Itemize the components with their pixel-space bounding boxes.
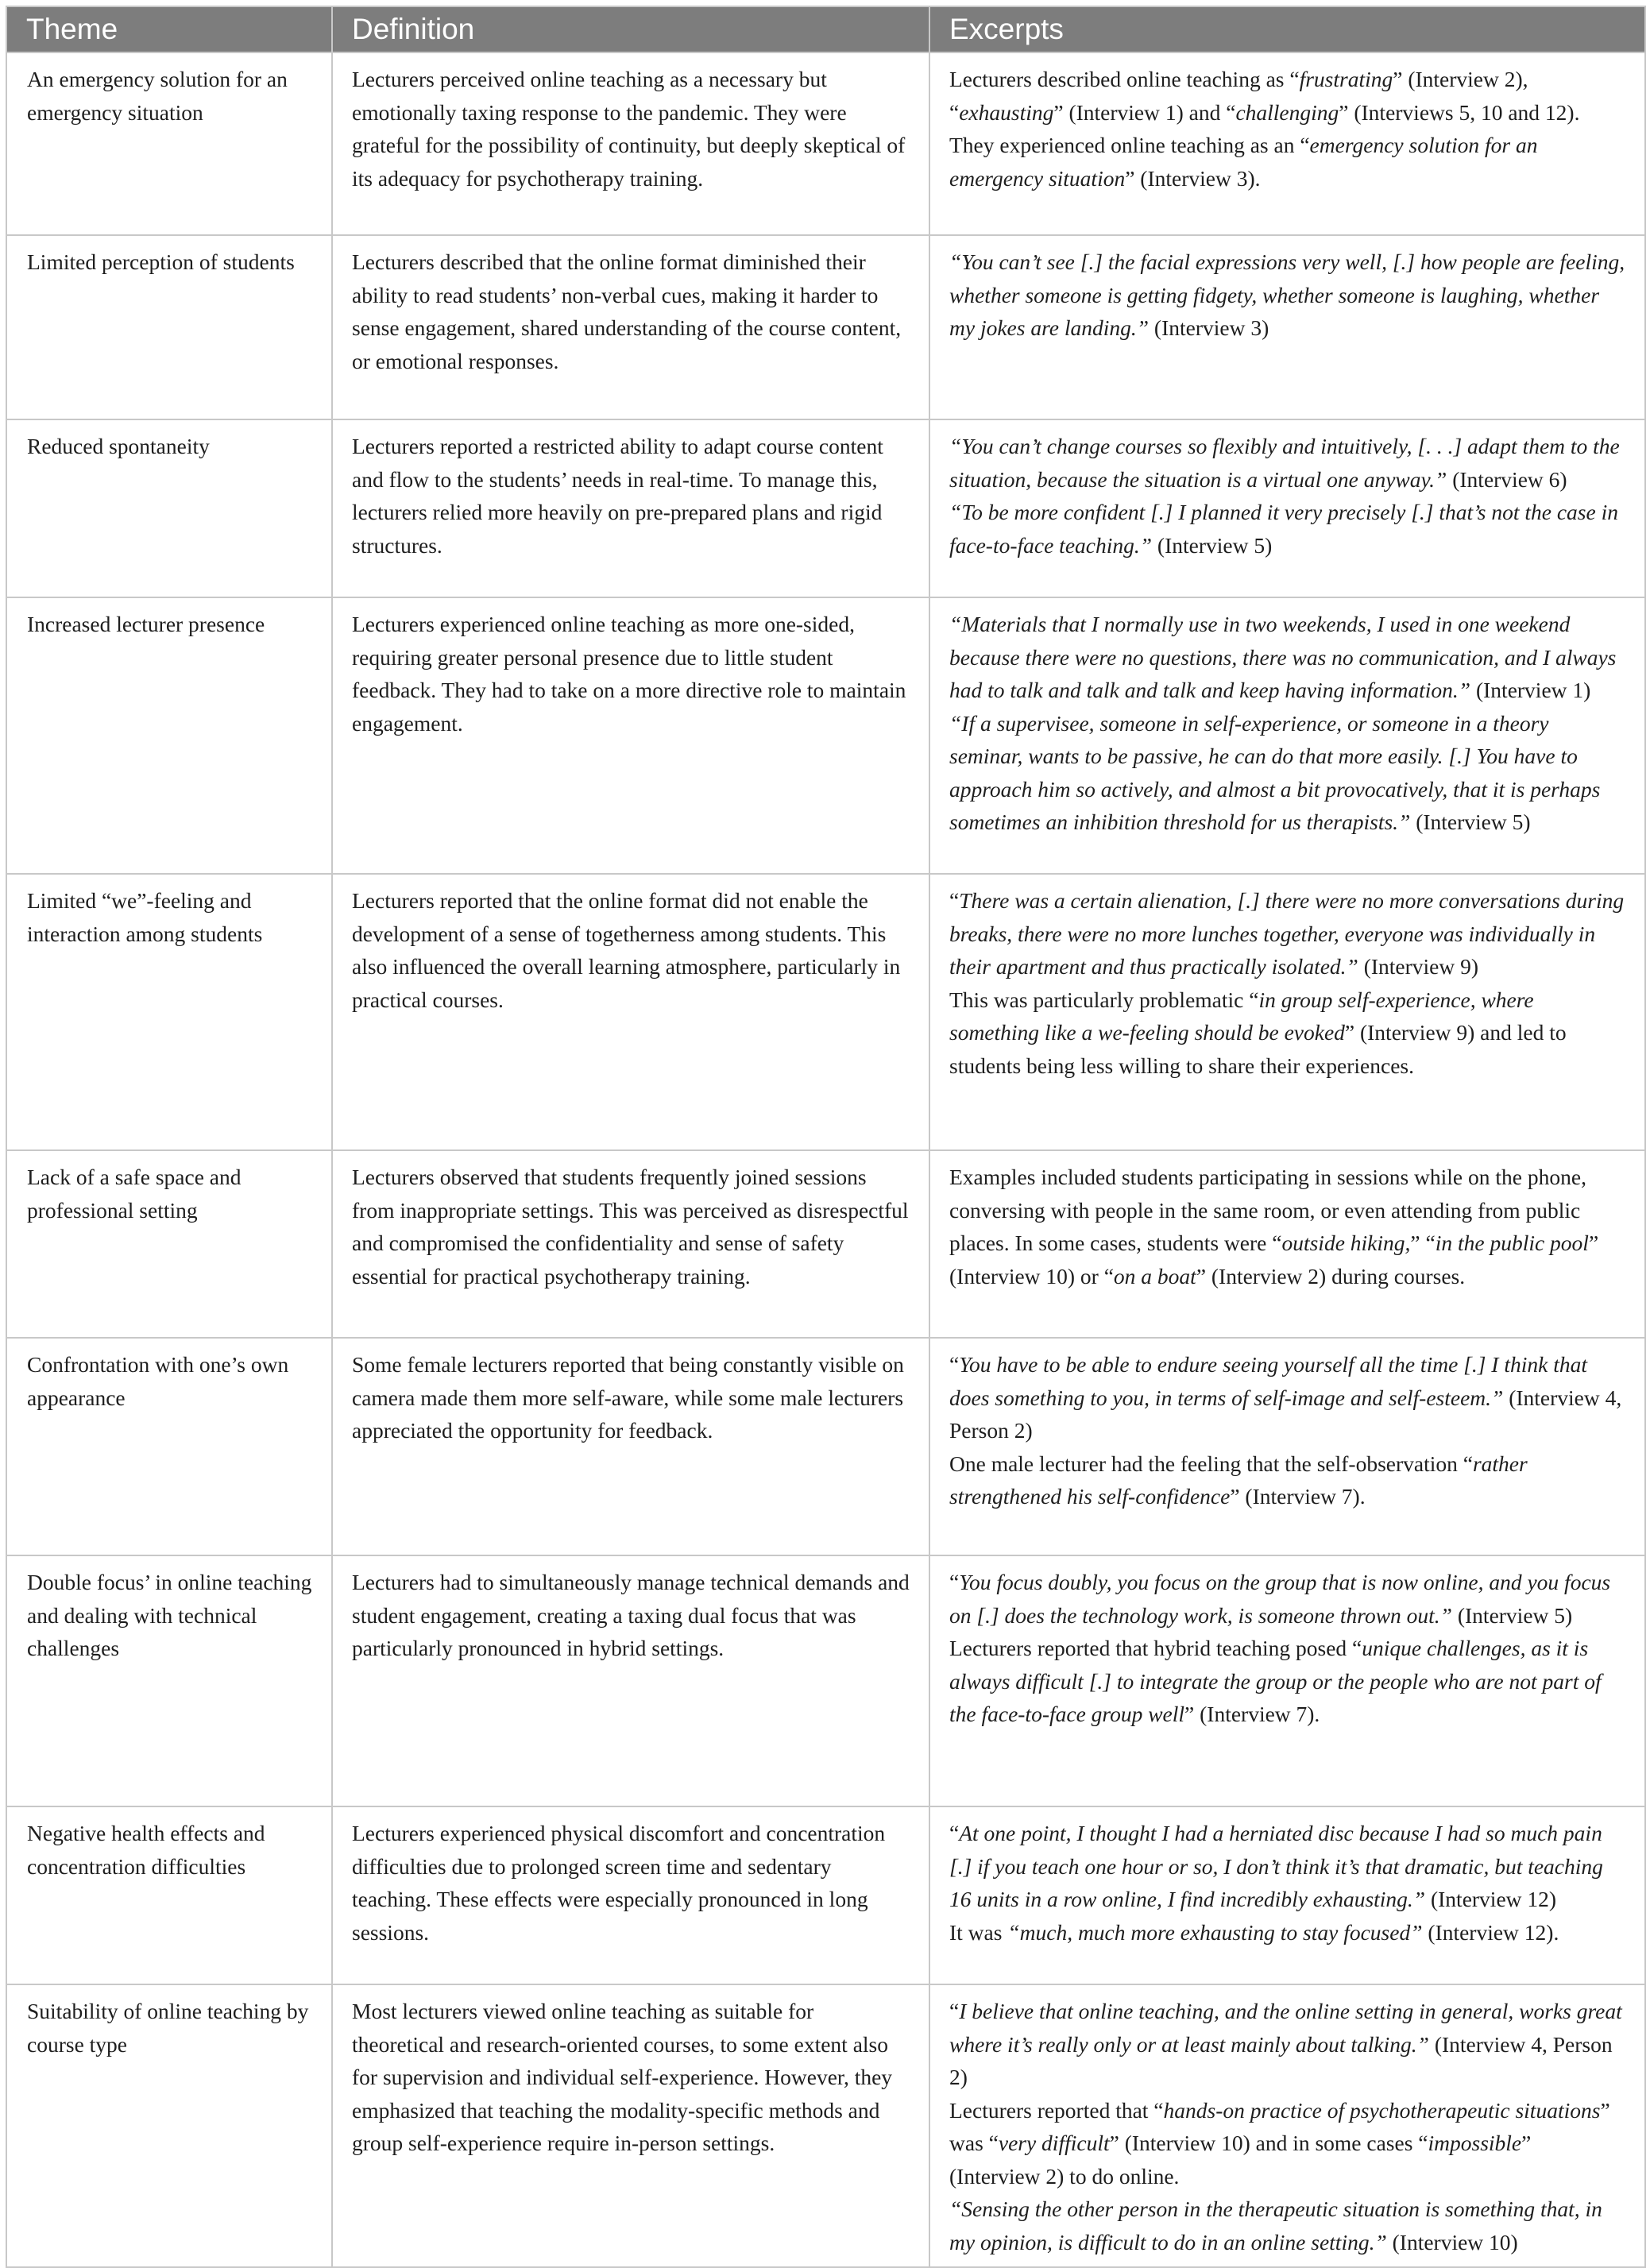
excerpt-text: (Interview 5) <box>1152 532 1273 558</box>
excerpt-paragraph <box>949 1566 1625 1632</box>
excerpt-quote-text: exhausting <box>959 99 1054 125</box>
definition-cell: Some female lecturers reported that being constantly visible on camera made them more self-aware, while some male lecturers appreciated the opportunity for feedback. <box>332 1338 929 1555</box>
excerpt-paragraph <box>949 63 1625 195</box>
excerpt-paragraph <box>949 1348 1625 1447</box>
excerpt-text: (Interview 5) <box>1451 1602 1573 1628</box>
table-body <box>6 52 1645 2267</box>
excerpts-cell <box>929 597 1645 874</box>
excerpt-quote-text: hands-on practice of psychotherapeutic situations <box>1163 2097 1601 2123</box>
excerpt-text: (Interview 1) <box>1470 678 1591 702</box>
themes-table <box>6 6 1646 2268</box>
excerpt-text: (Interview 5) <box>1410 809 1531 834</box>
excerpt-text: Lecturers described online teaching as “ <box>949 67 1300 91</box>
excerpt-text: “ <box>949 888 960 913</box>
excerpts-cell <box>929 235 1645 419</box>
header-row <box>6 6 1645 52</box>
excerpt-text: ” (Interview 3). <box>1125 165 1261 191</box>
excerpts-cell <box>929 1338 1645 1555</box>
excerpt-text: “ <box>949 1570 960 1594</box>
excerpt-quote-text: in group self-experience, where something like a we-feeling should be evoked <box>949 987 1534 1045</box>
excerpt-quote-text: rather strengthened his self-confidence <box>949 1451 1528 1509</box>
excerpt-text: Examples included students participating in sessions while on the phone, conversing with people in the same room, or even attending from public places. In some cases, students were “ <box>949 1165 1586 1255</box>
excerpts-cell <box>929 1555 1645 1806</box>
excerpt-text: Lecturers reported that hybrid teaching posed “ <box>949 1636 1362 1660</box>
definition-cell: Lecturers reported that the online format did not enable the development of a sense of togetherness among students. This also influenced the overall learning atmosphere, particularly in practical courses. <box>332 874 929 1150</box>
excerpt-paragraph <box>949 1447 1625 1513</box>
definition-cell: Lecturers reported a restricted ability to adapt course content and flow to the students’ needs in real-time. To manage this, lecturers relied more heavily on pre-prepared plans and rigid structures. <box>332 419 929 597</box>
excerpt-paragraph <box>949 245 1625 345</box>
excerpt-quote-text: You have to be able to endure seeing yourself all the time [.] I think that does something to you, in terms of self-image and self-esteem.” <box>949 1352 1587 1410</box>
table-header <box>6 6 1645 52</box>
excerpt-paragraph <box>949 2193 1625 2258</box>
definition-cell: Most lecturers viewed online teaching as suitable for theoretical and research-oriented courses, to some extent also for supervision and individual self-experience. However, they emphasized that teaching the modality-specific methods and group self-experience require in-person settings. <box>332 1984 929 2267</box>
excerpt-quote-text: “To be more confident [.] I planned it very precisely [.] that’s not the case in face-to-face teaching.” <box>949 500 1618 558</box>
excerpt-quote-text: “Sensing the other person in the therapeutic situation is something that, in my opinion, is difficult to do in an online setting.” <box>949 2197 1602 2254</box>
theme-cell: Negative health effects and concentration difficulties <box>6 1806 332 1984</box>
definition-cell: Lecturers observed that students frequently joined sessions from inappropriate settings. This was perceived as disrespectful and compromised the confidentiality and sense of safety essential for practical psychotherapy training. <box>332 1150 929 1338</box>
excerpt-text: One male lecturer had the feeling that the self-observation “ <box>949 1451 1473 1476</box>
excerpt-text: ” (Interview 1) and “ <box>1053 99 1236 125</box>
excerpt-paragraph <box>949 2094 1625 2193</box>
excerpt-quote-text: You focus doubly, you focus on the group that is now online, and you focus on [.] does the technology work, is someone thrown out.” <box>949 1570 1611 1628</box>
excerpt-text: (Interview 6) <box>1447 466 1567 492</box>
excerpt-text: It was <box>949 1919 1008 1945</box>
excerpt-text: “ <box>949 1999 960 2023</box>
excerpt-text: Lecturers reported that “ <box>949 2097 1164 2123</box>
excerpt-text: ” (Interview 2) to do online. <box>949 2131 1532 2189</box>
excerpt-quote-text: “You can’t see [.] the facial expressions very well, [.] how people are feeling, whether someone is getting fidgety, whether someone is laughing, whether my jokes are landing.” <box>949 249 1625 340</box>
excerpt-quote-text: impossible <box>1428 2131 1522 2155</box>
excerpt-text: ” (Interview 9) and led to students being less willing to share their experiences. <box>949 1020 1567 1078</box>
excerpt-text: ” was “ <box>949 2097 1610 2155</box>
theme-cell: Suitability of online teaching by course type <box>6 1984 332 2267</box>
table-row <box>6 419 1645 597</box>
excerpt-text: ” (Interview 2) during courses. <box>1196 1263 1466 1289</box>
excerpt-paragraph <box>949 496 1625 562</box>
excerpt-text: ” (Interview 7). <box>1230 1484 1366 1509</box>
excerpt-text: (Interview 10) <box>1386 2229 1518 2254</box>
excerpt-quote-text: on a boat <box>1113 1263 1196 1289</box>
excerpt-quote-text: “If a supervisee, someone in self-experience, or someone in a theory seminar, wants to be passive, he can do that more easily. [.] You have to approach him so actively, and almost a bit provocatively, that it is perhaps sometimes an inhibition threshold for us therapists.” <box>949 710 1601 834</box>
excerpt-paragraph <box>949 430 1625 496</box>
excerpt-paragraph <box>949 1916 1625 1949</box>
table-row <box>6 1338 1645 1555</box>
excerpt-text: ” “ <box>1410 1231 1436 1255</box>
excerpt-paragraph <box>949 1161 1625 1292</box>
excerpts-cell <box>929 1984 1645 2267</box>
excerpt-paragraph <box>949 983 1625 1083</box>
table-row <box>6 597 1645 874</box>
excerpt-quote-text: in the public pool <box>1435 1231 1589 1255</box>
table-row <box>6 1150 1645 1338</box>
theme-cell: Reduced spontaneity <box>6 419 332 597</box>
theme-cell: An emergency solution for an emergency situation <box>6 52 332 235</box>
definition-cell: Lecturers experienced physical discomfort and concentration difficulties due to prolonged screen time and sedentary teaching. These effects were especially pronounced in long sessions. <box>332 1806 929 1984</box>
column-header-definition: Definition <box>332 6 929 52</box>
table-row <box>6 235 1645 419</box>
table-row <box>6 874 1645 1150</box>
excerpt-text: This was particularly problematic “ <box>949 987 1259 1012</box>
excerpt-text: (Interview 3) <box>1149 315 1269 340</box>
theme-cell: Limited “we”-feeling and interaction among students <box>6 874 332 1150</box>
definition-cell: Lecturers experienced online teaching as more one-sided, requiring greater personal presence due to little student feedback. They had to take on a more directive role to maintain engagement. <box>332 597 929 874</box>
theme-cell: Confrontation with one’s own appearance <box>6 1338 332 1555</box>
excerpt-quote-text: unique challenges, as it is always difficult [.] to integrate the group or the people who are not part of the face-to-face group well <box>949 1636 1602 1726</box>
theme-cell: Increased lecturer presence <box>6 597 332 874</box>
excerpt-paragraph <box>949 1995 1625 2094</box>
excerpt-quote-text: At one point, I thought I had a herniated disc because I had so much pain [.] if you teach one hour or so, I don’t think it’s that dramatic, but teaching 16 units in a row online, I find incredibly exhausting.” <box>949 1821 1603 1911</box>
excerpts-cell <box>929 874 1645 1150</box>
definition-cell: Lecturers described that the online format diminished their ability to read students’ non-verbal cues, making it harder to sense engagement, shared understanding of the course content, or emotional responses. <box>332 235 929 419</box>
table-row <box>6 1555 1645 1806</box>
theme-cell: Limited perception of students <box>6 235 332 419</box>
excerpt-text: “ <box>949 1352 960 1377</box>
excerpt-quote-text: “You can’t change courses so flexibly and intuitively, [. . .] adapt them to the situation, because the situation is a virtual one anyway.” <box>949 434 1620 492</box>
excerpt-text: (Interview 4, Person 2) <box>949 1385 1622 1443</box>
excerpt-paragraph <box>949 884 1625 983</box>
column-header-theme: Theme <box>6 6 332 52</box>
excerpt-paragraph <box>949 1632 1625 1731</box>
excerpt-quote-text: “Materials that I normally use in two weekends, I used in one weekend because there were no questions, there was no communication, and I always had to talk and talk and talk and keep having information.” <box>949 612 1617 702</box>
excerpt-paragraph <box>949 707 1625 839</box>
excerpt-quote-text: There was a certain alienation, [.] there were no more conversations during breaks, there were no more lunches together, everyone was individually in their apartment and thus practically isolated.” <box>949 888 1625 979</box>
excerpt-quote-text: frustrating <box>1299 67 1393 91</box>
excerpts-cell <box>929 419 1645 597</box>
excerpt-quote-text: very difficult <box>998 2131 1110 2155</box>
excerpt-paragraph <box>949 608 1625 707</box>
excerpt-text: ” (Interview 2), “ <box>949 67 1528 125</box>
excerpt-quote-text: “much, much more exhausting to stay focused” <box>1007 1919 1423 1945</box>
definition-cell: Lecturers perceived online teaching as a necessary but emotionally taxing response to the pandemic. They were grateful for the possibility of continuity, but deeply skeptical of its adequacy for psychotherapy training. <box>332 52 929 235</box>
excerpts-cell <box>929 52 1645 235</box>
excerpt-quote-text: challenging <box>1235 99 1339 125</box>
excerpts-cell <box>929 1806 1645 1984</box>
excerpt-text: ” (Interview 10) or “ <box>949 1231 1599 1289</box>
excerpt-quote-text: outside hiking, <box>1281 1231 1411 1255</box>
excerpt-text: ” (Interview 7). <box>1184 1702 1320 1726</box>
excerpt-quote-text: I believe that online teaching, and the online setting in general, works great where it’s really only or at least mainly about talking.” <box>949 1999 1622 2057</box>
excerpt-quote-text: emergency solution for an emergency situation <box>949 133 1538 191</box>
column-header-excerpts: Excerpts <box>929 6 1645 52</box>
theme-cell: Lack of a safe space and professional setting <box>6 1150 332 1338</box>
excerpt-text: (Interview 9) <box>1358 954 1479 979</box>
theme-cell: Double focus’ in online teaching and dealing with technical challenges <box>6 1555 332 1806</box>
excerpt-text: (Interview 12) <box>1425 1887 1557 1911</box>
table-row <box>6 1806 1645 1984</box>
excerpt-text: ” (Interviews 5, 10 and 12). They experienced online teaching as an “ <box>949 99 1580 157</box>
excerpt-text: “ <box>949 1821 960 1845</box>
definition-cell: Lecturers had to simultaneously manage technical demands and student engagement, creating a taxing dual focus that was particularly pronounced in hybrid settings. <box>332 1555 929 1806</box>
excerpt-paragraph <box>949 1817 1625 1916</box>
excerpt-text: (Interview 4, Person 2) <box>949 2031 1613 2089</box>
table-row <box>6 1984 1645 2267</box>
table-row <box>6 52 1645 235</box>
excerpts-cell <box>929 1150 1645 1338</box>
excerpt-text: (Interview 12). <box>1422 1919 1559 1945</box>
excerpt-text: ” (Interview 10) and in some cases “ <box>1109 2131 1428 2155</box>
